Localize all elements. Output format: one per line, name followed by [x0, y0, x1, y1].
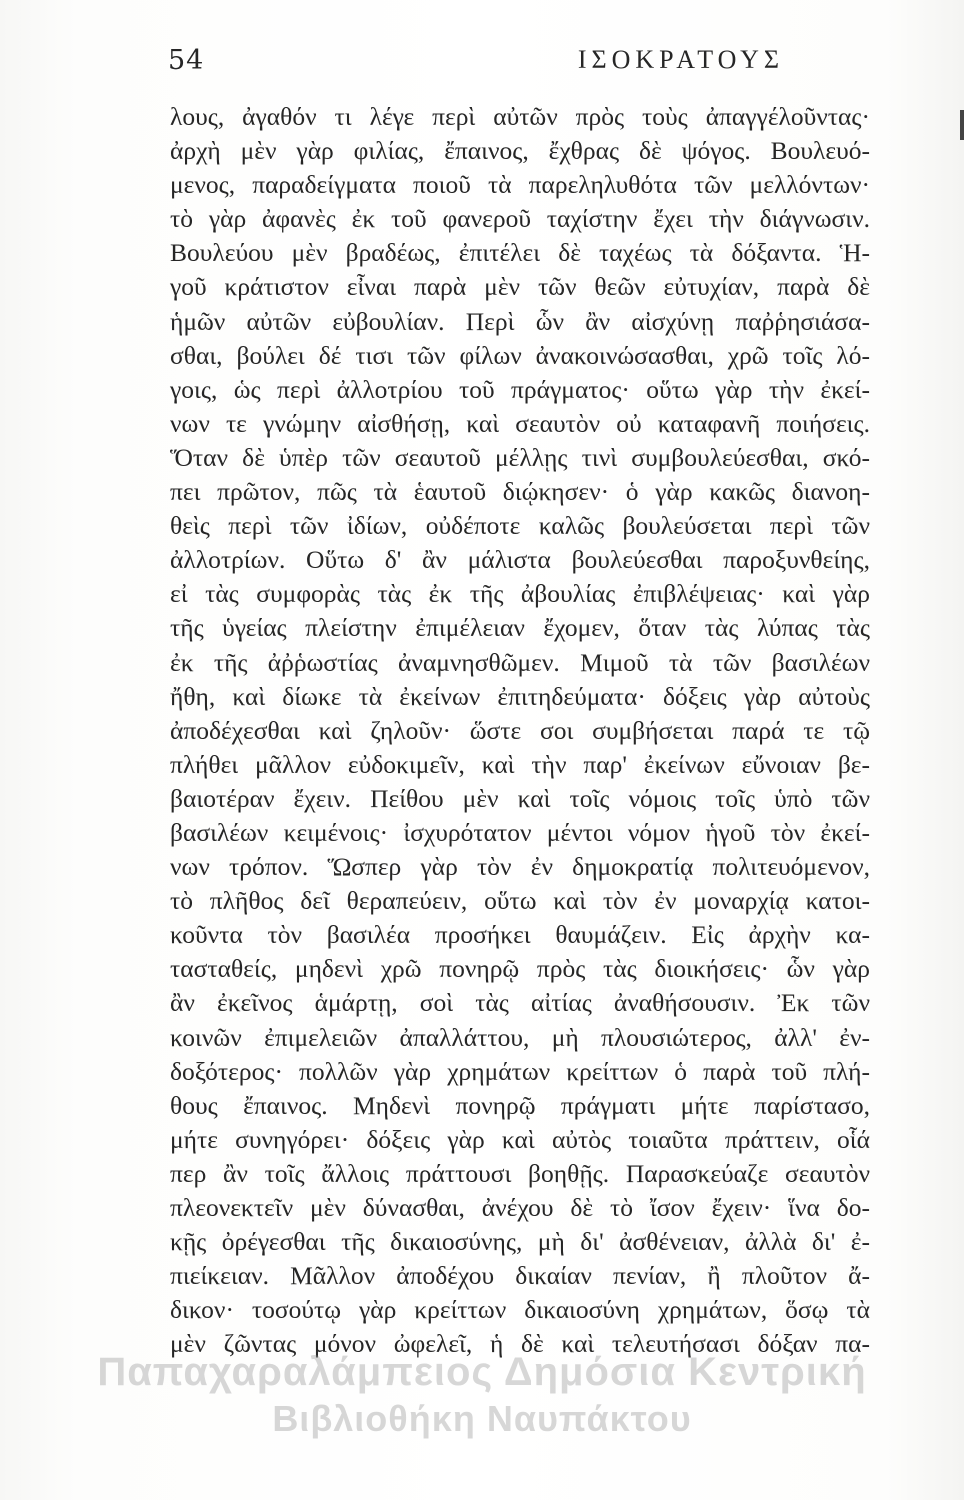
library-watermark-line-1: Παπαχαραλάμπειος Δημόσια Κεντρική	[97, 1350, 867, 1394]
text-line: δοξότερος· πολλῶν γὰρ χρημάτων κρείττων ὁ παρὰ τοῦ πλή-	[170, 1056, 870, 1086]
text-line: κοινῶν ἐπιμελειῶν ἀπαλλάττου, μὴ πλουσιώτερος, ἀλλ' ἐν-	[170, 1022, 870, 1052]
text-line: περ ἂν τοῖς ἄλλοις πράττουσι βοηθῇς. Παρασκεύαζε σεαυτὸν	[170, 1158, 870, 1188]
text-line: σθαι, βούλει δέ τισι τῶν φίλων ἀνακοινώσασθαι, χρῶ τοῖς λό-	[170, 340, 870, 370]
text-line: νων τε γνώμην αἰσθήσῃ, καὶ σεαυτὸν οὐ καταφανῆ ποιήσεις.	[170, 408, 870, 438]
page-number: 54	[168, 44, 205, 76]
text-line: πλεονεκτεῖν μὲν δύνασθαι, ἀνέχου δὲ τὸ ἴσον ἔχειν· ἵνα δο-	[170, 1193, 870, 1222]
text-line: γοῦ κράτιστον εἶναι παρὰ μὲν τῶν θεῶν εὐτυχίαν, παρὰ δὲ	[170, 272, 870, 302]
text-line: Ὅταν δὲ ὑπὲρ τῶν σεαυτοῦ μέλλῃς τινὶ συμβουλεύεσθαι, σκό-	[170, 442, 870, 472]
text-line: μήτε συνηγόρει· δόξεις γὰρ καὶ αὐτὸς τοιαῦτα πράττειν, οἷά	[170, 1124, 870, 1154]
text-line: θους ἔπαινος. Μηδενὶ πονηρῷ πράγματι μήτε παρίστασο,	[170, 1090, 870, 1120]
text-line: ἡμῶν αὐτῶν εὐβουλίαν. Περὶ ὧν ἂν αἰσχύνῃ παῤῥησιάσα-	[170, 306, 870, 336]
text-line: γοις, ὡς περὶ ἀλλοτρίου τοῦ πράγματος· οὕτω γὰρ τὴν ἐκεί-	[170, 374, 870, 404]
text-line: τῆς ὑγείας πλείστην ἐπιμέλειαν ἔχομεν, ὅταν τὰς λύπας τὰς	[170, 613, 870, 643]
text-line: λους, ἀγαθόν τι λέγε περὶ αὐτῶν πρὸς τοὺς ἀπαγγέλοῦντας·	[170, 102, 870, 131]
text-line: ἐκ τῆς ἀῤῥωστίας ἀναμνησθῶμεν. Μιμοῦ τὰ τῶν βασιλέων	[170, 647, 870, 677]
text-line: πει πρῶτον, πῶς τὰ ἑαυτοῦ διῴκησεν· ὁ γὰρ κακῶς διανοη-	[170, 477, 870, 507]
library-watermark-line-2: Βιβλιοθήκη Ναυπάκτου	[272, 1398, 692, 1439]
text-line: ἂν ἐκεῖνος ἁμάρτῃ, σοὶ τὰς αἰτίας ἀναθήσουσιν. Ἐκ τῶν	[170, 988, 870, 1018]
text-line: κῇς ὀρέγεσθαι τῆς δικαιοσύνης, μὴ δι' ἀσθένειαν, ἀλλὰ δι' ἐ-	[170, 1227, 870, 1257]
text-line: τὸ πλῆθος δεῖ θεραπεύειν, οὕτω καὶ τὸν ἐν μοναρχίᾳ κατοι-	[170, 886, 870, 916]
text-line: εἰ τὰς συμφορὰς τὰς ἐκ τῆς ἀβουλίας ἐπιβλέψειας· καὶ γὰρ	[170, 579, 870, 609]
text-line: βασιλέων κειμένοις· ἰσχυρότατον μέντοι νόμον ἡγοῦ τὸν ἐκεί-	[170, 817, 870, 847]
text-line: τὸ γὰρ ἀφανὲς ἐκ τοῦ φανεροῦ ταχίστην ἔχει τὴν διάγνωσιν.	[170, 204, 870, 234]
text-line: μὲν ζῶντας μόνον ὠφελεῖ, ἡ δὲ καὶ τελευτήσασι δόξαν πα-	[170, 1329, 870, 1359]
margin-mark	[960, 110, 964, 140]
text-line: κοῦντα τὸν βασιλέα προσήκει θαυμάζειν. Εἰς ἀρχὴν κα-	[170, 920, 870, 950]
text-line: ἀλλοτρίων. Οὕτω δ' ἂν μάλιστα βουλεύεσθαι παροξυνθείης,	[170, 545, 870, 575]
text-line: βαιοτέραν ἔχειν. Πείθου μὲν καὶ τοῖς νόμοις τοῖς ὑπὸ τῶν	[170, 783, 870, 813]
text-line: ἀποδέχεσθαι καὶ ζηλοῦν· ὥστε σοι συμβήσεται παρά τε τῷ	[170, 715, 870, 745]
text-line: πιείκειαν. Μᾶλλον ἀποδέχου δικαίαν πενίαν, ἢ πλοῦτον ἄ-	[170, 1261, 870, 1291]
text-line: δικον· τοσούτῳ γὰρ κρείττων δικαιοσύνη χρημάτων, ὅσῳ τὰ	[170, 1295, 870, 1325]
body-text	[170, 100, 870, 1361]
text-line: τασταθείς, μηδενὶ χρῶ πονηρῷ πρὸς τὰς διοικήσεις· ὧν γὰρ	[170, 954, 870, 984]
text-line: ἀρχὴ μὲν γὰρ φιλίας, ἔπαινος, ἔχθρας δὲ ψόγος. Βουλευό-	[170, 136, 870, 166]
running-title: ΙΣΟΚΡΑΤΟΥΣ	[577, 45, 784, 74]
text-line: θεὶς περὶ τῶν ἰδίων, οὐδέποτε καλῶς βουλεύσεται περὶ τῶν	[170, 511, 870, 541]
text-line: πλήθει μᾶλλον εὐδοκιμεῖν, καὶ τὴν παρ' ἐκείνων εὔνοιαν βε-	[170, 749, 870, 779]
text-line: νων τρόπον. Ὥσπερ γὰρ τὸν ἐν δημοκρατίᾳ πολιτευόμενον,	[170, 852, 870, 882]
text-line: Βουλεύου μὲν βραδέως, ἐπιτέλει δὲ ταχέως τὰ δόξαντα. Ἡ-	[170, 238, 870, 268]
page-header	[168, 40, 832, 80]
text-line: μενος, παραδείγματα ποιοῦ τὰ παρεληλυθότα τῶν μελλόντων·	[170, 170, 870, 200]
text-line: ἤθη, καὶ δίωκε τὰ ἐκείνων ἐπιτηδεύματα· δόξεις γὰρ αὐτοὺς	[170, 681, 870, 711]
